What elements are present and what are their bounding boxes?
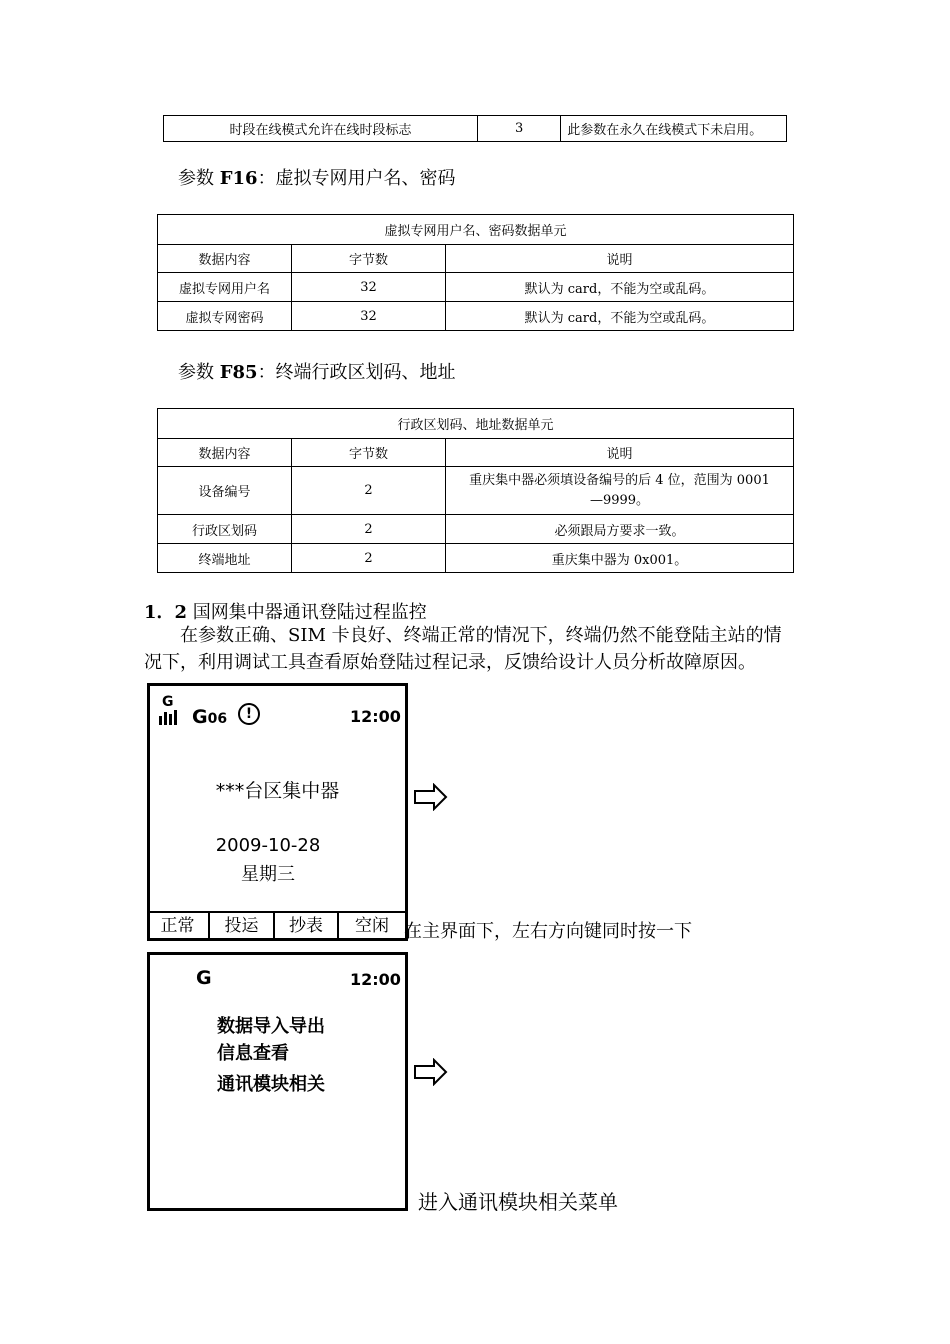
device-title: ***台区集中器: [215, 780, 340, 802]
softkey-idle[interactable]: 空闲: [355, 916, 389, 936]
f85-table: [157, 408, 794, 573]
device-date: 2009-10-28: [215, 835, 321, 856]
table-cell: 此参数在永久在线模式下未启用。: [561, 116, 787, 142]
softkey-normal[interactable]: 正常: [147, 913, 210, 939]
column-header: 字节数: [292, 245, 446, 273]
carrier-indicator: G: [196, 967, 212, 989]
softkey-commission[interactable]: 投运: [210, 913, 275, 939]
table-row: 虚拟专网密码 32 默认为 card，不能为空或乱码。: [158, 302, 794, 331]
column-header: 数据内容: [158, 245, 292, 273]
softkey-meter-reading[interactable]: 抄表: [275, 913, 339, 939]
clock: 12:00: [350, 970, 401, 989]
column-header: 数据内容: [158, 439, 292, 467]
menu-item-info-view[interactable]: 信息查看: [217, 1043, 289, 1064]
caption-comm-menu: 进入通讯模块相关菜单: [418, 1190, 618, 1214]
clock: 12:00: [350, 707, 401, 726]
carrier-indicator: G06: [192, 706, 228, 728]
column-header: 说明: [446, 245, 794, 273]
f16-table: [157, 214, 794, 331]
f85-heading: 参数 F85：终端行政区划码、地址: [178, 362, 456, 383]
column-header: 字节数: [292, 439, 446, 467]
right-arrow-icon: [414, 783, 448, 811]
alert-icon: !: [238, 703, 260, 725]
device-screen-main: [147, 683, 408, 941]
signal-letter: G: [162, 694, 174, 710]
caption-main-screen: 在主界面下，左右方向键同时按一下: [404, 921, 692, 942]
section-paragraph: 在参数正确、SIM 卡良好、终端正常的情况下，终端仍然不能登陆主站的情 况下，利用调试工具查看原始登陆过程记录，反馈给设计人员分析故障原因。: [144, 625, 782, 673]
section-heading: 1．2 国网集中器通讯登陆过程监控: [144, 602, 427, 623]
table-row: 虚拟专网用户名 32 默认为 card，不能为空或乱码。: [158, 273, 794, 302]
f16-heading: 参数 F16：虚拟专网用户名、密码: [178, 168, 456, 189]
menu-item-data-import-export[interactable]: 数据导入导出: [217, 1016, 325, 1037]
table-row: 终端地址 2 重庆集中器为 0x001。: [158, 544, 794, 573]
device-weekday: 星期三: [241, 864, 295, 885]
column-header: 说明: [446, 439, 794, 467]
table-cell: 3: [478, 116, 561, 142]
table-cell: 时段在线模式允许在线时段标志: [164, 116, 478, 142]
table-title: 行政区划码、地址数据单元: [158, 409, 794, 439]
softkey-bar: [147, 911, 408, 941]
table-top-continuation: [163, 115, 787, 142]
menu-item-comm-module[interactable]: 通讯模块相关: [217, 1074, 325, 1095]
table-title: 虚拟专网用户名、密码数据单元: [158, 215, 794, 245]
right-arrow-icon: [414, 1058, 448, 1086]
device-screen-menu: [147, 952, 408, 1211]
table-row: 行政区划码 2 必须跟局方要求一致。: [158, 515, 794, 544]
table-row: 设备编号 2 重庆集中器必须填设备编号的后 4 位，范围为 0001 —9999。: [158, 467, 794, 515]
